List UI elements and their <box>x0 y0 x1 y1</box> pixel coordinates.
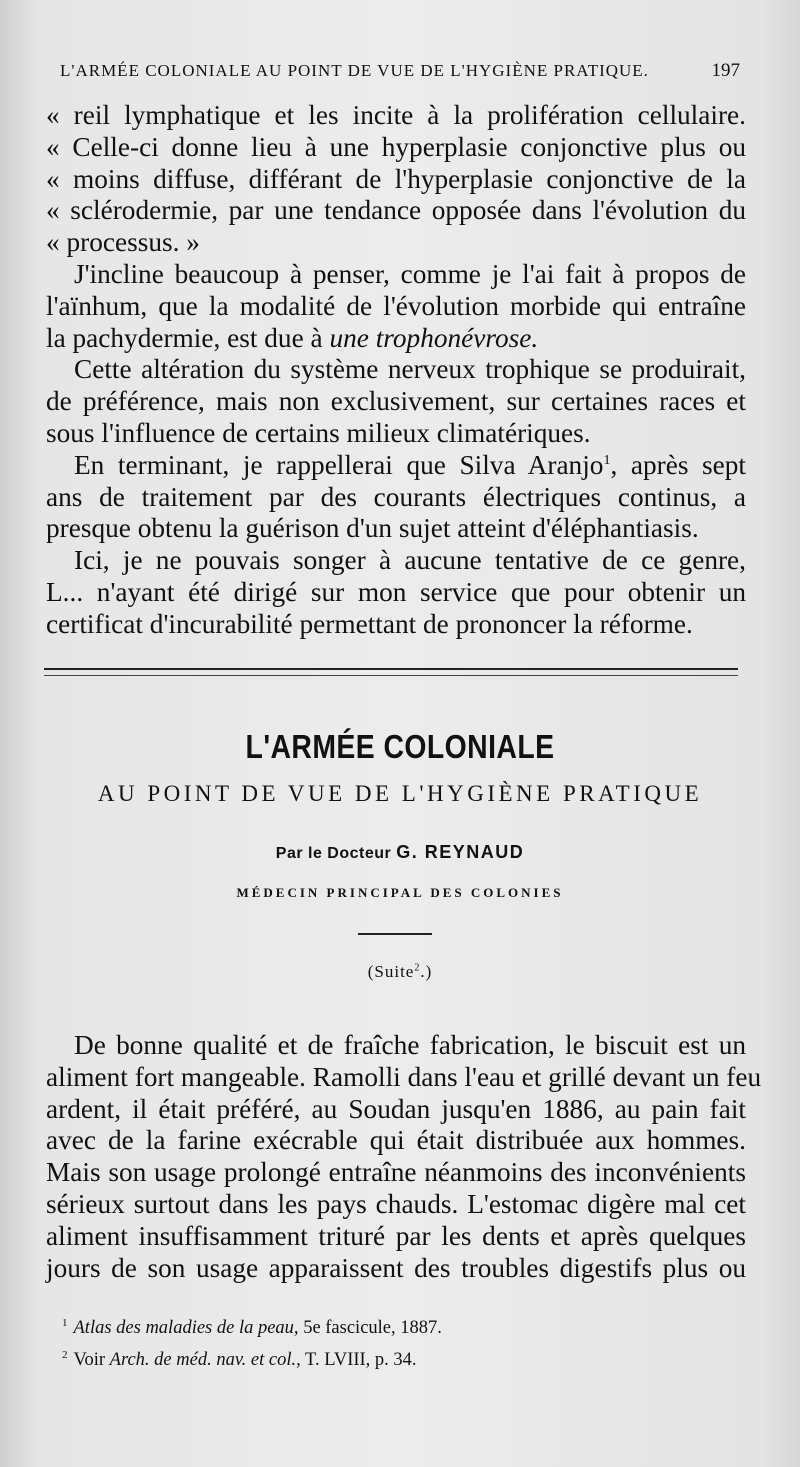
text-line: J'incline beaucoup à penser, comme je l'ai fait à propos de <box>74 258 746 289</box>
author-name: G. REYNAUD <box>396 842 525 862</box>
text-line: Cette altération du système nerveux trophique se produirait, <box>74 354 746 385</box>
byline-prefix: Par le Docteur <box>275 845 392 862</box>
text-fragment: , après sept <box>610 449 747 480</box>
text-line: sous l'influence de certains milieux climatériques. <box>46 417 591 448</box>
text-line: Mais son usage prolongé entraîne néanmoins des inconvénients <box>46 1157 746 1188</box>
short-divider <box>358 933 432 935</box>
text-line: aliment fort mangeable. Ramolli dans l'eau et grillé devant un feu <box>46 1061 762 1092</box>
text-line: De bonne qualité et de fraîche fabrication, le biscuit est un <box>74 1030 746 1060</box>
text-line: « sclérodermie, par une tendance opposée dans l'évolution du <box>46 195 746 226</box>
footnote-ref: 2 <box>414 962 421 974</box>
text-line: « Celle-ci donne lieu à une hyperplasie conjonctive plus ou <box>46 131 746 162</box>
text-line: l'aïnhum, que la modalité de l'évolution morbide qui entraîne <box>46 290 746 321</box>
text-line: « processus. » <box>46 227 200 258</box>
footnote <box>62 1310 742 1342</box>
text-line: aliment insuffisamment trituré par les dents et après quelques <box>46 1220 746 1251</box>
footnote-mark: 2 <box>62 1349 68 1362</box>
text-line: avec de la farine exécrable qui était distribuée aux hommes. <box>46 1125 746 1156</box>
text-line: « moins diffuse, différant de l'hyperplasie conjonctive de la <box>46 163 746 194</box>
footnote-prefix: Voir <box>73 1350 110 1371</box>
page-number: 197 <box>711 60 740 81</box>
section-divider <box>44 668 738 670</box>
section-divider-thin <box>44 675 738 676</box>
running-head <box>60 60 740 82</box>
footnote-title: Arch. de méd. nav. et col., <box>109 1350 301 1371</box>
text-line <box>46 323 746 355</box>
footnote-mark: 1 <box>62 1317 68 1329</box>
text-line: presque obtenu la guérison d'un sujet atteint d'éléphantiasis. <box>46 513 699 544</box>
author-affiliation: MÉDECIN PRINCIPAL DES COLONIES <box>236 885 564 900</box>
article-subtitle: AU POINT DE VUE DE L'HYGIÈNE PRATIQUE <box>97 781 703 806</box>
footnote-detail: T. LVIII, p. 34. <box>300 1350 417 1371</box>
continuation-label <box>0 962 800 982</box>
text-line: certificat d'incurabilité permettant de prononcer la réforme. <box>46 608 693 639</box>
article-body-text <box>46 1030 762 1284</box>
text-fragment: En terminant, je rappellerai que Silva Aranjo <box>74 449 604 480</box>
text-fragment: la pachydermie, est due à <box>46 322 323 353</box>
footnote-title: Atlas des maladies de la peau, <box>73 1318 299 1339</box>
text-line: ardent, il était préféré, au Soudan jusqu'en 1886, au pain fait <box>46 1093 746 1124</box>
text-line: ans de traitement par des courants électriques continus, a <box>46 481 746 512</box>
footnote <box>62 1342 742 1374</box>
footnotes <box>62 1310 742 1374</box>
byline <box>0 842 800 863</box>
text-line: « reil lymphatique et les incite à la prolifération cellulaire. <box>46 100 746 130</box>
suite-text: (Suite <box>367 962 415 981</box>
footnote-detail: 5e fascicule, 1887. <box>298 1318 442 1339</box>
emphasis-text: une trophonévrose. <box>329 322 539 353</box>
footnote-ref: 1 <box>603 452 611 468</box>
text-line: de préférence, mais non exclusivement, sur certaines races et <box>46 386 746 417</box>
text-line: Ici, je ne pouvais songer à aucune tentative de ce genre, <box>74 545 746 576</box>
text-line: L... n'ayant été dirigé sur mon service que pour obtenir un <box>46 576 746 607</box>
previous-article-text <box>46 100 746 641</box>
article-title: L'ARMÉE COLONIALE <box>245 728 555 765</box>
suite-close: .) <box>420 962 433 981</box>
text-line: jours de son usage apparaissent des troubles digestifs plus ou <box>46 1252 746 1283</box>
text-line <box>46 450 746 482</box>
text-line: sérieux surtout dans les pays chauds. L'estomac digère mal cet <box>46 1188 746 1219</box>
running-title: L'ARMÉE COLONIALE AU POINT DE VUE DE L'HYGIÈNE PRATIQUE. <box>60 61 649 80</box>
